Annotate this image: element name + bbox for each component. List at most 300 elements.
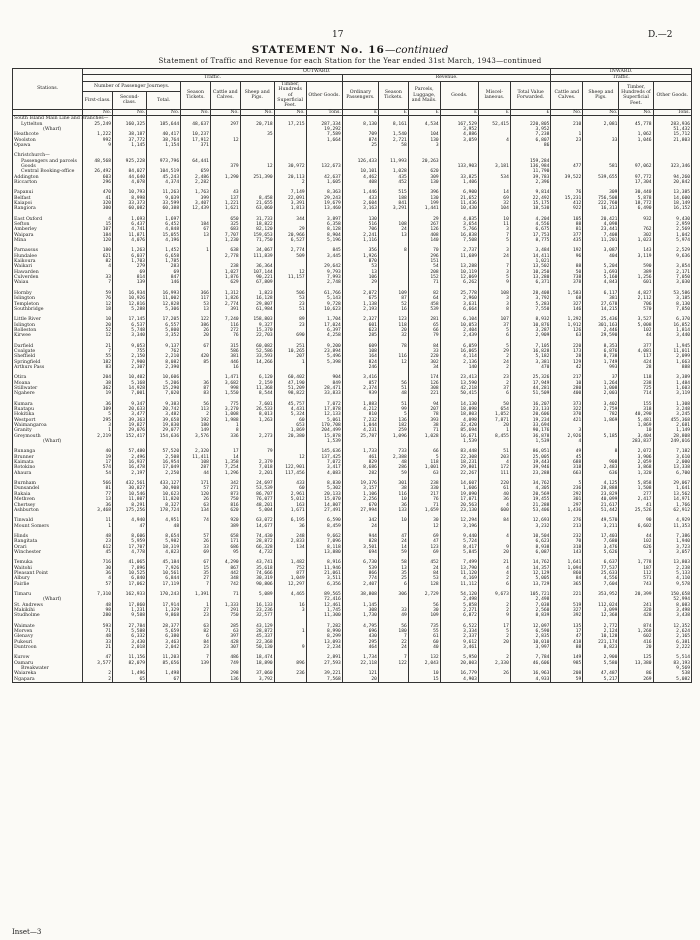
data-cell: 5,182 [510,354,551,359]
data-cell: 3,463 [147,640,181,645]
data-cell: 9,383 [147,402,181,407]
data-cell: 21 [83,344,113,349]
data-cell: 10,053 [440,323,478,328]
data-cell: 6,356 [306,582,342,587]
data-cell: 56 [408,603,440,608]
data-cell: 57 [181,534,211,539]
data-cell: 6,872 [440,613,478,618]
data-cell: 126 [408,227,440,232]
data-cell: 17,304 [619,180,653,185]
data-cell: 8,118 [306,545,342,550]
data-cell: 287,334 [306,122,342,127]
data-cell: 21,652 [440,196,478,201]
data-cell: 133 [378,508,408,513]
header-parcels: Parcels, Luggage, and Mails. [408,81,440,109]
data-cell: 22,267 [440,471,478,476]
data-cell: 5,005 [510,576,551,581]
data-cell: 756,508 [583,196,619,201]
data-cell: 4,929 [653,518,692,523]
data-cell: 5,185 [583,434,619,439]
data-cell: 61,984 [240,307,274,312]
data-cell: 172 [478,465,510,470]
data-cell: 9,612 [440,640,478,645]
data-cell: 9,814 [510,190,551,195]
data-cell: 1,766 [653,503,692,508]
data-cell: 3,404 [619,434,653,439]
data-cell: 23 [181,613,211,618]
data-cell: 344 [274,217,306,222]
data-cell: 64 [408,296,440,301]
data-cell: 370 [551,412,583,417]
unit-cell: No. [551,109,583,115]
data-cell: 1,008 [210,412,240,417]
data-cell: 40,290 [619,412,653,417]
data-cell: 34 [408,365,440,370]
data-cell: 389 [619,270,653,275]
data-cell: 86,051 [510,449,551,454]
data-cell: 5,724 [440,539,478,544]
data-cell: 706 [342,227,378,232]
station-name: Moana [13,381,83,386]
data-cell: 2,835 [510,634,551,639]
data-cell: 36 [83,571,113,576]
data-cell: 650 [210,217,240,222]
station-name: Heathcote [13,132,83,137]
data-cell: 389 [210,524,240,529]
data-cell: 33 [181,545,211,550]
data-cell: 725 [619,386,653,391]
unit-cell: No. [113,109,147,115]
data-cell: 52,994 [653,597,692,602]
data-cell: 24 [378,645,408,650]
data-cell: 709 [342,132,378,137]
data-cell: 373 [551,402,583,407]
data-cell: 992 [83,138,113,143]
station-name: Rangiora [13,206,83,211]
data-cell: 824 [342,360,378,365]
data-cell: 50 [551,270,583,275]
data-cell: 10,525 [113,571,147,576]
header-cattle: Cattle and Calves. [210,81,240,109]
data-cell: 82,120 [240,227,274,232]
data-cell: 20,113 [274,175,306,180]
station-name: Hinds [13,534,83,539]
data-cell: 32,577 [240,613,274,618]
data-cell: 137,425 [306,455,342,460]
data-cell: 7,254 [210,465,240,470]
data-cell: 58 [378,143,408,148]
data-cell: 8,353 [583,344,619,349]
data-cell: 220 [551,344,583,349]
data-cell: 109 [83,407,113,412]
data-cell: 11,156 [113,655,147,660]
data-cell: 38,764 [147,138,181,143]
data-cell: 28 [619,365,653,370]
data-cell: 3,654 [440,222,478,227]
data-cell: 53,406 [510,508,551,513]
data-cell: 3,511 [306,576,342,581]
data-cell: 280 [551,386,583,391]
data-cell: 6,664 [440,307,478,312]
data-cell: 20,133 [306,492,342,497]
data-cell: 7,601 [240,402,274,407]
data-cell: 48,637 [181,122,211,127]
data-cell: 199 [408,201,440,206]
data-cell: 6 [478,391,510,396]
data-cell: 688 [551,460,583,465]
data-cell: 20,842 [653,180,692,185]
data-cell: 26 [181,497,211,502]
data-cell: 20 [478,423,510,428]
data-cell: 1,498 [147,671,181,676]
data-cell: 26,492 [83,169,113,174]
data-cell: 2,379 [240,460,274,465]
data-cell: 1,603 [653,386,692,391]
data-cell: 297 [210,122,240,127]
data-cell: 24 [342,524,378,529]
data-cell: 3 [478,302,510,307]
data-cell: 61,766 [306,291,342,296]
data-cell: 1,912 [551,323,583,328]
data-cell: 11,112 [440,582,478,587]
data-cell: 16,993 [147,291,181,296]
data-cell: 2,210 [147,354,181,359]
data-cell: 1,062 [619,132,653,137]
data-cell: 36,878 [510,434,551,439]
data-cell: 33 [83,275,113,280]
data-cell: 276 [551,518,583,523]
data-cell: 22,118 [342,661,378,666]
data-cell: 318 [551,545,583,550]
data-cell: 603 [83,175,113,180]
data-cell: 2,891 [306,655,342,660]
data-cell: 9,673 [478,592,510,597]
data-cell: 78 [408,412,440,417]
data-cell: 23,236 [240,608,274,613]
data-cell: 3,440 [653,333,692,338]
data-cell: 8,455 [478,434,510,439]
data-cell: 17,914 [147,603,181,608]
data-cell: 7 [478,264,510,269]
data-cell: 8,932 [510,317,551,322]
data-cell: 3,477 [113,412,147,417]
data-cell: 248 [274,534,306,539]
data-cell: 442 [210,571,240,576]
data-cell: 6 [378,582,408,587]
data-cell: 4,462 [342,175,378,180]
data-cell: 5,950 [440,655,478,660]
data-cell: 2,909 [510,333,551,338]
data-cell: 2,197 [113,471,147,476]
data-cell: 428 [210,640,240,645]
header-inward-cattle: Cattle and Calves. [551,81,583,109]
data-cell: 1,049 [274,576,306,581]
data-cell: 1,046 [619,138,653,143]
data-cell: 8 [478,307,510,312]
data-cell: 16,152 [653,206,692,211]
data-cell: 220,805 [510,122,551,127]
data-cell: 12,297 [274,582,306,587]
data-cell: 7,604 [583,582,619,587]
data-cell: 847 [147,275,181,280]
data-cell: 55 [408,629,440,634]
data-cell: 8,606 [113,534,147,539]
station-name: Breakwater [13,666,83,671]
data-cell: 1,826 [210,296,240,301]
data-cell: 2 [478,354,510,359]
unit-cell: £ [378,109,408,115]
data-cell: 17,403 [583,534,619,539]
data-cell: 3,291 [378,206,408,211]
station-name: Hundalee [13,254,83,259]
data-cell: 61 [478,486,510,491]
data-cell: 25,326 [510,375,551,380]
data-cell: 1,641 [653,486,692,491]
data-cell: 3,438 [653,613,692,618]
data-cell: 137 [210,196,240,201]
data-cell: 3,906 [619,455,653,460]
data-cell: 6,844 [147,576,181,581]
data-cell: 1,733 [342,449,378,454]
data-cell: 21 [478,560,510,565]
data-cell: 20 [619,645,653,650]
data-cell: 2,681 [653,423,692,428]
data-cell: 129 [551,360,583,365]
data-cell: 104 [408,132,440,137]
data-cell: 17,912 [181,138,211,143]
data-cell: 12,828 [147,302,181,307]
data-cell: 7 [378,655,408,660]
data-cell: 292 [551,492,583,497]
data-cell: 12,816 [113,302,147,307]
data-cell: 309 [408,175,440,180]
station-name: Woolston [13,138,83,143]
data-cell: 1,149 [653,428,692,433]
data-cell: 43,129 [240,624,274,629]
data-cell: 39,522 [551,175,583,180]
data-cell: 38 [83,381,113,386]
data-cell: 40 [408,645,440,650]
data-cell: 432,561 [113,481,147,486]
data-cell: 60 [274,486,306,491]
data-cell: 867 [210,566,240,571]
data-cell: 34,762 [510,481,551,486]
data-cell: 104 [478,206,510,211]
data-cell: 15,175 [510,201,551,206]
data-cell: 4,951 [147,518,181,523]
data-cell: 9,728 [306,302,342,307]
data-cell: 13,288 [440,264,478,269]
data-cell: 1,044 [342,423,378,428]
data-cell: 5 [378,412,408,417]
data-cell: 11,946 [306,566,342,571]
data-cell: 20 [378,328,408,333]
data-cell: 84 [408,344,440,349]
data-cell: 7,850 [653,307,692,312]
data-cell: 3 [478,227,510,232]
data-cell: 8,654 [147,534,181,539]
data-cell: 52 [378,302,408,307]
data-cell: 39,783 [510,175,551,180]
data-cell: 29 [342,280,378,285]
data-cell: 1,945 [653,344,692,349]
station-name: Kaikoura [13,259,83,264]
data-cell: 3,723 [653,545,692,550]
data-cell: 1 [181,248,211,253]
data-cell: 3,482 [147,412,181,417]
data-cell: 9 [478,280,510,285]
data-cell: 12 [274,455,306,460]
data-cell: 9,636 [653,254,692,259]
data-cell: 39,946 [510,465,551,470]
data-cell: 74 [181,518,211,523]
data-cell: 318 [551,465,583,470]
data-cell: 2 [478,603,510,608]
data-cell: 17 [551,629,583,634]
data-cell: 55 [83,354,113,359]
data-cell: 2,136 [440,360,478,365]
data-cell: 25,526 [619,508,653,513]
data-cell: 2,772 [583,624,619,629]
data-cell: 51,442 [583,508,619,513]
data-cell: 5,878 [619,196,653,201]
data-cell: 15,070 [306,497,342,502]
data-cell: 5,204 [583,264,619,269]
data-cell: 6,807 [510,138,551,143]
data-cell: 51 [378,386,408,391]
data-cell: 8,082 [147,360,181,365]
data-cell: 3,952 [440,127,478,132]
data-cell: 45 [551,455,583,460]
station-name: Kurow [13,655,83,660]
data-cell: 12,352 [653,624,692,629]
data-cell: 2 [478,365,510,370]
data-cell: 54 [408,264,440,269]
data-cell: 9,868 [147,613,181,618]
data-cell: 50 [478,402,510,407]
station-name: Greymouth [13,434,83,439]
data-cell: 13 [342,270,378,275]
data-cell: 570 [619,307,653,312]
data-cell: 76 [210,333,240,338]
data-cell: 8 [378,248,408,253]
data-cell [378,677,408,683]
data-cell: 259 [378,428,408,433]
data-cell: 25,633 [583,571,619,576]
data-cell: 2 [478,576,510,581]
data-cell: 42,637 [306,175,342,180]
unit-cell: No. [583,109,619,115]
data-cell: 18,149 [653,201,692,206]
data-cell: 44 [619,333,653,338]
data-cell: 1,814 [653,328,692,333]
data-cell: 16,478 [113,465,147,470]
data-cell: 629 [210,280,240,285]
data-cell: 132,673 [306,164,342,169]
data-cell: 49 [378,613,408,618]
data-cell: 238 [408,481,440,486]
data-cell: 6,590 [510,629,551,634]
data-cell: 391 [210,307,240,312]
data-cell: 11,689 [440,254,478,259]
data-cell: 7 [83,349,113,354]
data-cell: 435 [551,238,583,243]
station-name: Granity [13,428,83,433]
data-cell: 714 [619,391,653,396]
data-cell: 5,012 [274,497,306,502]
data-cell: 1,785 [147,259,181,264]
data-cell: 12,133 [306,412,342,417]
unit-cell: £ [440,109,478,115]
data-cell: 37,060 [240,671,274,676]
data-cell: 160,325 [113,122,147,127]
station-name: South Island Main Line and Branches— [14,116,109,122]
data-cell: 659 [181,169,211,174]
data-cell: 3,030 [653,280,692,285]
data-cell: 3,498 [653,608,692,613]
data-cell: 20,606 [510,412,551,417]
data-cell: 3,407 [181,201,211,206]
data-cell: 62,912 [653,508,692,513]
data-cell: 83,448 [440,449,478,454]
data-cell: 1,028 [378,169,408,174]
data-cell: 3,868 [619,465,653,470]
data-cell: 25,787 [342,434,378,439]
data-cell: 6,358 [306,222,342,227]
data-cell: 4 [478,503,510,508]
data-cell: 11,011 [653,349,692,354]
data-cell: 173 [551,349,583,354]
data-cell: 51 [478,449,510,454]
data-cell: 1 [83,428,113,433]
data-cell: 925,228 [113,159,147,164]
data-cell: 19,830 [147,423,181,428]
data-cell: 23 [274,302,306,307]
data-cell: 283 [147,264,181,269]
header-traffic: Traffic. [83,75,343,81]
data-cell: 26 [478,671,510,676]
data-cell: 2,320 [181,449,211,454]
data-cell: 271 [210,486,240,491]
data-cell: 109 [408,613,440,618]
data-cell: 33 [408,349,440,354]
data-cell: 15,878 [306,434,342,439]
data-cell: 12,368 [583,613,619,618]
data-cell: 7,105 [510,344,551,349]
data-cell: 7 [181,655,211,660]
data-cell: 3,792 [240,677,274,683]
data-cell: 775 [210,402,240,407]
data-cell: 706 [619,302,653,307]
station-name: Darfield [13,344,83,349]
data-cell: 28,888 [583,486,619,491]
data-cell: 47 [408,539,440,544]
data-cell: 4,886 [440,132,478,137]
data-cell: 539 [342,566,378,571]
station-name: Addington [13,175,83,180]
data-cell: 2,759 [583,407,619,412]
data-cell: 28,808 [653,434,692,439]
data-cell: 251 [274,344,306,349]
data-cell: 4 [478,571,510,576]
station-name: Tinwald [13,518,83,523]
data-cell: 180 [181,423,211,428]
data-cell: 733 [378,449,408,454]
data-cell: 9,430 [653,217,692,222]
data-cell: 3,181 [478,164,510,169]
data-cell: 3,468 [83,508,113,513]
data-cell: 8 [583,449,619,454]
